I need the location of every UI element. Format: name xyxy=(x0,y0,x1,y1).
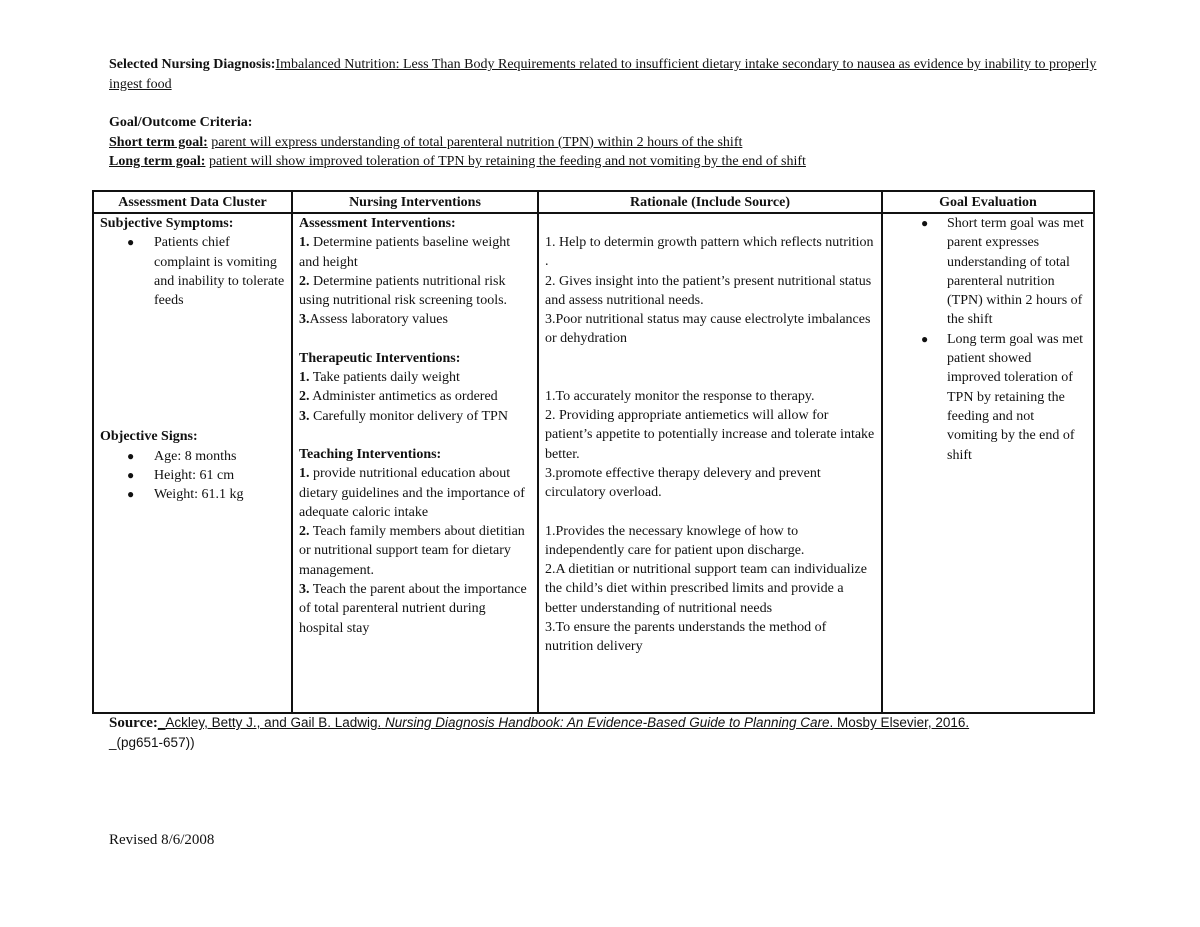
header-interventions: Nursing Interventions xyxy=(292,191,538,213)
rationale-item: 1.To accurately monitor the response to therapy. xyxy=(545,388,815,404)
long-term-goal xyxy=(109,152,1099,172)
goal-outcome-criteria xyxy=(109,113,1099,172)
objective-item: ● Height: 61 cm xyxy=(100,466,285,485)
diagnosis-text: Imbalanced Nutrition: Less Than Body Requirements related to insufficient dietary intake secondary to nausea as evidence by inability to properly ingest food xyxy=(109,57,1097,92)
rationale-item: 2.A dietitian or nutritional support team can individualize the child’s diet within prescribed limits and provide a better understanding of nutritional needs xyxy=(545,562,867,616)
short-term-goal-label: Short term goal: xyxy=(109,134,208,150)
subjective-heading: Subjective Symptoms: xyxy=(100,216,234,231)
source-label: Source: xyxy=(109,715,158,731)
revised-date: Revised 8/6/2008 xyxy=(109,832,215,848)
subjective-item: ● Patients chief complaint is vomiting and inability to tolerate feeds xyxy=(100,233,285,310)
long-term-goal-label: Long term goal: xyxy=(109,154,206,169)
short-term-goal-text: parent will express understanding of total parenteral nutrition (TPN) within 2 hours of the shift xyxy=(211,134,743,150)
rationale-item: 3.promote effective therapy delevery and prevent circulatory overload. xyxy=(545,465,821,501)
intervention-item: 1. Take patients daily weight xyxy=(299,370,460,386)
intervention-item: 3.Assess laboratory values xyxy=(299,312,448,328)
evaluation-item: ● Long term goal was met patient showed improved toleration of TPN by retaining the feeding and not vomiting by the end of shift xyxy=(889,330,1087,465)
evaluation-item: ● Short term goal was met parent expresses understanding of total parenteral nutrition (TPN) within 2 hours of the shift xyxy=(889,214,1087,330)
source-authors: Ackley, Betty J., and Gail B. Ladwig. xyxy=(165,715,382,730)
objective-item: ● Weight: 61.1 kg xyxy=(100,485,285,504)
rationale-cell xyxy=(538,213,882,713)
source-pages: (pg651-657)) xyxy=(116,735,195,750)
short-term-goal xyxy=(109,133,1099,153)
diagnosis-label: Selected Nursing Diagnosis: xyxy=(109,57,276,72)
goals-heading: Goal/Outcome Criteria: xyxy=(109,115,253,130)
rationale-item: 1.Provides the necessary knowlege of how to independently care for patient upon discharge. xyxy=(545,523,805,558)
intervention-item: 2. Teach family members about dietitian or nutritional support team for dietary management. xyxy=(299,524,525,578)
intervention-item: 3. Teach the parent about the importance of total parenteral nutrient during hospital stay xyxy=(299,582,527,636)
intervention-item: 1. provide nutritional education about dietary guidelines and the importance of adequate caloric intake xyxy=(299,466,525,520)
intervention-item: 2. Determine patients nutritional risk using nutritional risk screening tools. xyxy=(299,273,508,309)
objective-item: ● Age: 8 months xyxy=(100,447,285,466)
source-book-title: Nursing Diagnosis Handbook: An Evidence-Based Guide to Planning Care xyxy=(385,715,830,730)
evaluation-cell xyxy=(882,213,1094,713)
rationale-item: 3.To ensure the parents understands the method of nutrition delivery xyxy=(545,620,827,655)
objective-heading: Objective Signs: xyxy=(100,429,198,445)
source-citation: Source:_Ackley, Betty J., and Gail B. Ladwig. Nursing Diagnosis Handbook: An Evidence-Based Guide to Planning Care. Mosby Elsevier, 2016. _(pg651-657)) xyxy=(109,715,970,750)
therapeutic-interventions-heading: Therapeutic Interventions: xyxy=(299,350,461,366)
care-plan-table xyxy=(92,190,1095,714)
rationale-item: 2. Gives insight into the patient’s present nutritional status and assess nutritional needs. xyxy=(545,273,872,308)
nursing-diagnosis xyxy=(109,55,1099,94)
intervention-item: 3. Carefully monitor delivery of TPN xyxy=(299,408,508,424)
intervention-item: 2. Administer antimetics as ordered xyxy=(299,389,498,405)
assessment-cell xyxy=(93,213,292,713)
teaching-interventions-heading: Teaching Interventions: xyxy=(299,446,442,462)
header-evaluation: Goal Evaluation xyxy=(882,191,1094,213)
rationale-item: 1. Help to determin growth pattern which reflects nutrition . xyxy=(545,235,874,270)
rationale-item: 3.Poor nutritional status may cause electrolyte imbalances or dehydration xyxy=(545,312,871,347)
long-term-goal-text: patient will show improved toleration of TPN by retaining the feeding and not vomiting by the end of shift xyxy=(208,154,806,169)
header-assessment: Assessment Data Cluster xyxy=(93,191,292,213)
header-rationale: Rationale (Include Source) xyxy=(538,191,882,213)
rationale-item: 2. Providing appropriate antiemetics will allow for patient’s appetite to potentially increase and tolerate intake better. xyxy=(545,408,875,462)
source-publisher: . Mosby Elsevier, 2016. xyxy=(829,715,970,730)
intervention-item: 1. Determine patients baseline weight and height xyxy=(299,235,511,270)
assessment-interventions-heading: Assessment Interventions: xyxy=(299,216,456,231)
interventions-cell xyxy=(292,213,538,713)
